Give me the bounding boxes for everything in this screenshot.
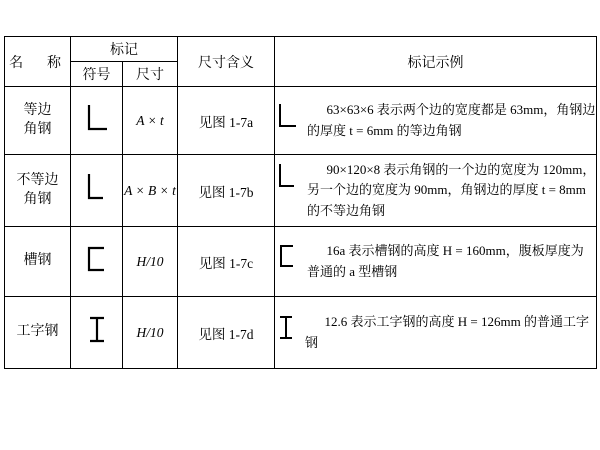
equal-angle-steel-icon (83, 103, 111, 133)
row-meaning-i-beam: 见图 1-7d (178, 297, 275, 369)
row-symbol-channel (71, 227, 123, 297)
row-symbol-unequal-angle (71, 155, 123, 227)
steel-section-marking-table (4, 36, 597, 369)
channel-steel-icon (275, 241, 299, 271)
i-beam-steel-icon (275, 312, 297, 342)
example-text: 12.6 表示工字钢的高度 H = 126mm 的普通工字钢 (305, 314, 589, 350)
row-meaning-channel: 见图 1-7c (178, 227, 275, 297)
equal-angle-steel-icon (275, 100, 299, 130)
row-size-i-beam: H/10 (123, 297, 178, 369)
row-size-unequal-angle: A × B × t (123, 155, 178, 227)
header-example: 标记示例 (275, 37, 597, 87)
example-text: 63×63×6 表示两个边的宽度都是 63mm，角钢边的厚度 t = 6mm 的等边角钢 (307, 102, 596, 138)
example-text: 90×120×8 表示角钢的一个边的宽度为 120mm，另一个边的宽度为 90mm，角钢边的厚度 t = 8mm 的不等边角钢 (307, 162, 596, 218)
row-name-line1: 工字钢 (16, 324, 59, 340)
row-meaning-equal-angle: 见图 1-7a (178, 87, 275, 155)
row-name-line2: 角钢 (23, 121, 52, 137)
row-name-unequal-angle (5, 155, 71, 227)
i-beam-steel-icon (82, 314, 112, 346)
row-symbol-equal-angle (71, 87, 123, 155)
table-header-row-1 (5, 37, 597, 62)
row-name-line2: 角钢 (23, 191, 52, 207)
row-name-channel (5, 227, 71, 297)
table-row (5, 227, 597, 297)
row-symbol-i-beam (71, 297, 123, 369)
header-name: 名 称 (5, 37, 71, 87)
channel-steel-icon (82, 244, 112, 274)
header-meaning: 尺寸含义 (178, 37, 275, 87)
row-example-i-beam (275, 297, 597, 369)
row-name-i-beam (5, 297, 71, 369)
row-size-channel: H/10 (123, 227, 178, 297)
row-example-unequal-angle (275, 155, 597, 227)
table-row (5, 297, 597, 369)
row-name-line1: 等边 (23, 102, 52, 118)
row-meaning-unequal-angle: 见图 1-7b (178, 155, 275, 227)
row-example-equal-angle (275, 87, 597, 155)
unequal-angle-steel-icon (275, 160, 299, 190)
header-mark: 标记 (71, 37, 178, 62)
table-row (5, 87, 597, 155)
table-row (5, 155, 597, 227)
header-symbol: 符号 (71, 62, 123, 87)
row-size-equal-angle: A × t (123, 87, 178, 155)
row-example-channel (275, 227, 597, 297)
unequal-angle-steel-icon (83, 172, 111, 204)
row-name-line1: 槽钢 (23, 253, 52, 269)
example-text: 16a 表示槽钢的高度 H = 160mm，腹板厚度为普通的 a 型槽钢 (307, 243, 584, 279)
header-size: 尺寸 (123, 62, 178, 87)
row-name-equal-angle (5, 87, 71, 155)
row-name-line1: 不等边 (16, 172, 59, 188)
